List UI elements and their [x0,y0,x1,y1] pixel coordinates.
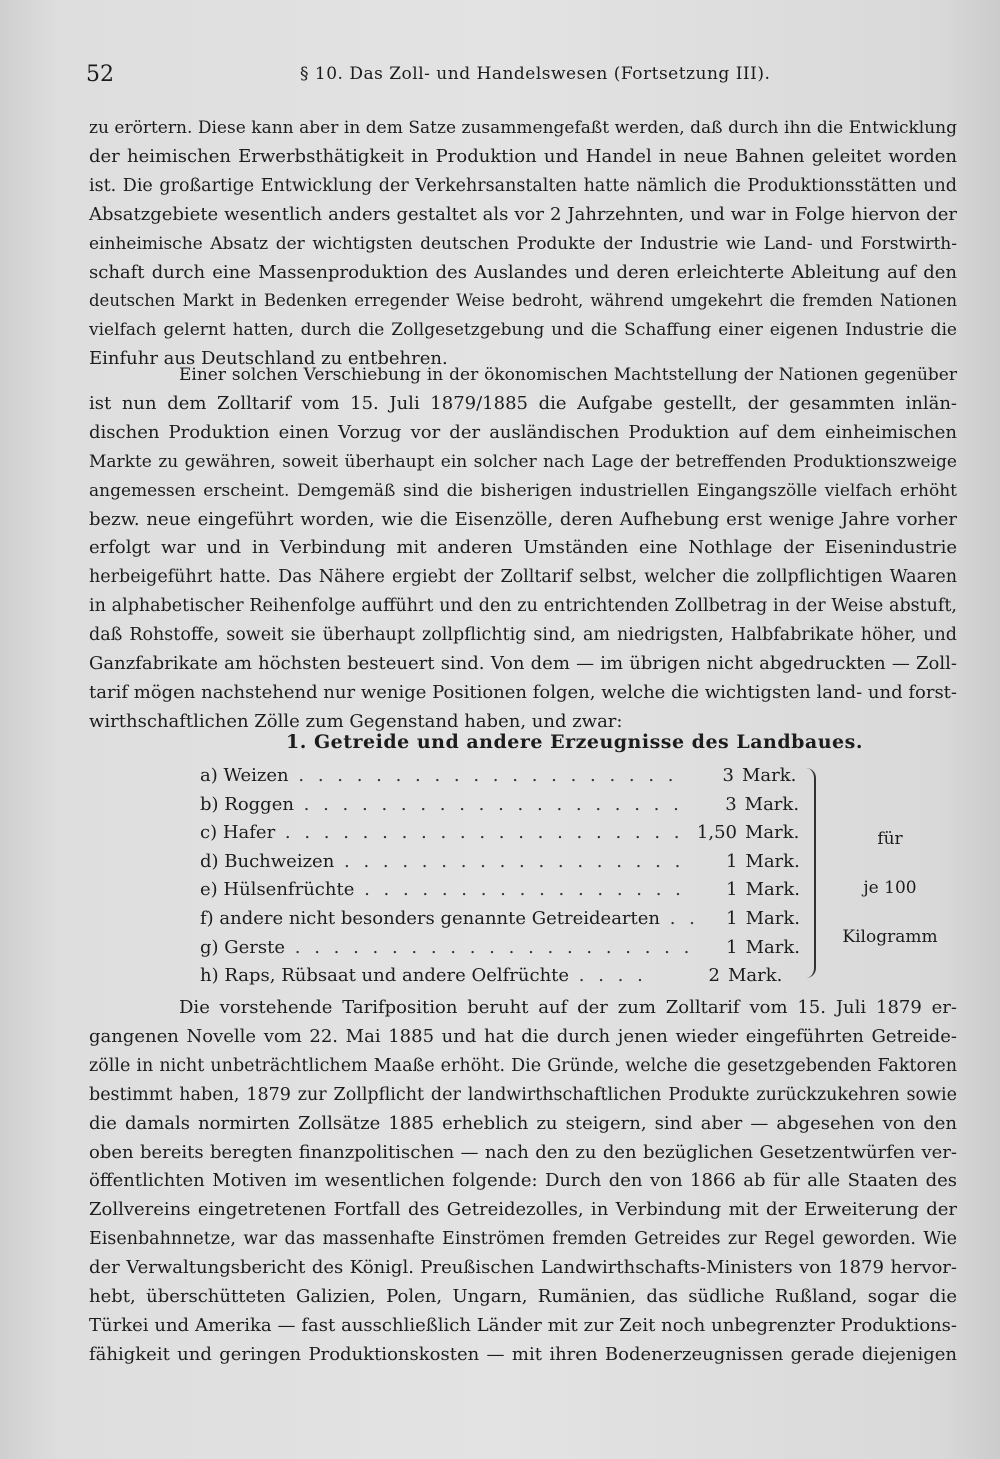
text-line: ist nun dem Zolltarif vom 15. Juli 1879/1885 die Aufgabe gestellt, der gesammten inlän- [89,392,957,414]
text-line: angemessen erscheint. Demgemäß sind die bisherigen industriellen Eingangszölle vielfach erhöht [89,480,957,501]
tariff-item-label: b) Roggen [200,793,294,815]
text-line: der Verwaltungsbericht des Königl. Preußischen Landwirthschafts-Ministers von 1879 hervor- [89,1257,957,1279]
tariff-value: 1 [726,936,738,958]
brace-note [830,815,950,962]
text-line: erfolgt war und in Verbindung mit anderen Umständen eine Nothlage der Eisenindustrie [89,537,957,559]
text-line: oben bereits beregten finanzpolitischen — nach den zu den bezüglichen Gesetzentwürfen ver- [89,1141,957,1163]
tariff-row [200,905,800,934]
tariff-item-label: f) andere nicht besonders genannte Getreidearten [200,907,661,929]
text-line: wirthschaftlichen Zölle zum Gegenstand haben, und zwar: [89,710,623,732]
tariff-value: 3 [722,765,734,786]
leader-dots: . . . . [569,965,647,987]
tariff-row [200,876,800,905]
tariff-row [200,934,800,963]
page-header [86,62,956,94]
tariff-unit: Mark. [744,822,800,844]
brace-note-line: je 100 [863,878,917,898]
text-line: in alphabetischer Reihenfolge aufführt und den zu entrichtenden Zollbetrag in der Weise abstuft, [89,596,957,617]
leader-dots: . . . . . . . . . . . . . . . . . [354,879,685,901]
tariff-item-label: d) Buchweizen [200,850,335,872]
curly-brace [800,768,816,978]
text-line: schaft durch eine Massenproduktion des Auslandes und deren erleichterte Ableitung auf den [89,261,957,283]
text-line: gangenen Novelle vom 22. Mai 1885 und hat die durch jenen wieder eingeführten Getreide- [89,1025,957,1047]
text-line: Einer solchen Verschiebung in der ökonomischen Machtstellung der Nationen gegenüber [179,365,957,385]
text-line: Die vorstehende Tarifposition beruht auf der zum Zolltarif vom 15. Juli 1879 er- [179,997,957,1018]
tariff-item-label: a) Weizen [200,765,289,786]
text-line: bezw. neue eingeführt worden, wie die Eisenzölle, deren Aufhebung erst wenige Jahre vorher [89,508,957,530]
leader-dots: . . . . . . . . . . . . . . . . . . . . . [285,936,694,958]
text-line: Einfuhr aus Deutschland zu entbehren. [89,348,448,370]
text-line: bestimmt haben, 1879 zur Zollpflicht der landwirthschaftlichen Produkte zurückzukehren sowie [89,1084,957,1105]
tariff-item-label: c) Hafer [200,822,276,844]
tariff-list [200,762,800,991]
tariff-value: 1 [725,850,738,872]
explanation-paragraph [89,994,957,1370]
tariff-item-label: h) Raps, Rübsaat und andere Oelfrüchte [200,965,570,987]
text-line: dischen Produktion einen Vorzug vor der ausländischen Produktion auf dem einheimischen [89,421,957,443]
leader-dots: . . [660,907,699,929]
leader-dots: . . . . . . . . . . . . . . . . . . [334,850,685,872]
leader-dots: . . . . . . . . . . . . . . . . . . . . [288,765,678,786]
tariff-row [200,762,800,791]
tariff-value: 1,50 [696,822,737,844]
text-line: hebt, überschütteten Galizien, Polen, Ungarn, Rumänien, das südliche Rußland, sogar die [89,1286,957,1308]
tariff-unit: Mark. [745,850,800,872]
leader-dots: . . . . . . . . . . . . . . . . . . . . . [275,822,684,844]
text-line: Markte zu gewähren, soweit überhaupt ein solcher nach Lage der betreffenden Produktionszweige [89,451,957,472]
text-line: einheimische Absatz der wichtigsten deutschen Produkte der Industrie wie Land- und Forstwirth- [89,233,957,254]
text-line: ist. Die großartige Entwicklung der Verkehrsanstalten hatte nämlich die Produktionsstätten und [89,175,957,196]
text-line: zu erörtern. Diese kann aber in dem Satze zusammengefaßt werden, daß durch ihn die Entwicklung [89,118,957,138]
tariff-unit: Mark. [741,765,797,786]
page-number: 52 [86,62,114,87]
text-line: herbeigeführt hatte. Das Nähere ergiebt der Zolltarif selbst, welcher die zollpflichtigen Waaren [89,567,957,588]
tariff-unit: Mark. [745,879,800,901]
tariff-unit: Mark. [728,965,783,987]
tariff-unit: Mark. [744,793,800,815]
leader-dots: . . . . . . . . . . . . . . . . . . . . [293,793,683,815]
tariff-row [200,848,800,877]
text-line: der heimischen Erwerbsthätigkeit in Produktion und Handel in neue Bahnen geleitet worden [89,145,957,167]
tariff-value: 1 [726,879,738,901]
tariff-value: 1 [726,907,738,929]
text-line: Ganzfabrikate am höchsten besteuert sind. Von dem — im übrigen nicht abgedruckten — Zoll- [89,653,957,675]
tariff-row [200,962,800,991]
text-line: Absatzgebiete wesentlich anders gestaltet als vor 2 Jahrzehnten, und war in Folge hiervon der [89,203,957,225]
tariff-row [200,819,800,848]
text-line: öffentlichten Motiven im wesentlichen folgende: Durch den von 1866 ab für alle Staaten des [89,1170,957,1192]
text-line: Zollvereins eingetretenen Fortfall des Getreidezolles, in Verbindung mit der Erweiterung der [89,1199,957,1221]
brace-note-line: für [877,829,903,849]
text-line: tarif mögen nachstehend nur wenige Positionen folgen, welche die wichtigsten land- und forst- [89,681,957,703]
section-heading: 1. Getreide und andere Erzeugnisse des Landbaues. [286,731,863,753]
text-line: fähigkeit und geringen Produktionskosten — mit ihren Bodenerzeugnissen gerade diejenigen [89,1343,957,1365]
tariff-value: 2 [708,965,720,987]
running-head: § 10. Das Zoll- und Handelswesen (Fortsetzung III). [300,64,771,84]
brace-note-line: Kilogramm [842,927,938,947]
tariff-value: 3 [725,793,737,815]
tariff-item-label: g) Gerste [200,936,286,958]
text-line: zölle in nicht unbeträchtlichem Maaße erhöht. Die Gründe, welche die gesetzgebenden Faktoren [89,1055,957,1076]
text-line: deutschen Markt in Bedenken erregender Weise bedroht, während umgekehrt die fremden Nationen [89,291,957,311]
tariff-row [200,791,800,820]
tariff-intro-paragraph [89,361,957,737]
text-line: die damals normirten Zollsätze 1885 erheblich zu steigern, sind aber — abgesehen von den [89,1112,957,1134]
text-line: daß Rohstoffe, soweit sie überhaupt zollpflichtig sind, am niedrigsten, Halbfabrikate höher, und [89,625,957,646]
intro-paragraph [89,114,957,374]
text-line: vielfach gelernt hatten, durch die Zollgesetzgebung und die Schaffung einer eigenen Industrie die [89,320,957,341]
tariff-item-label: e) Hülsenfrüchte [200,879,355,901]
text-line: Eisenbahnnetze, war das massenhafte Einströmen fremden Getreides zur Regel geworden. Wie [89,1229,957,1250]
tariff-unit: Mark. [745,907,800,929]
tariff-unit: Mark. [745,936,800,958]
text-line: Türkei und Amerika — fast ausschließlich Länder mit zur Zeit noch unbegrenzter Produktions- [89,1314,957,1336]
